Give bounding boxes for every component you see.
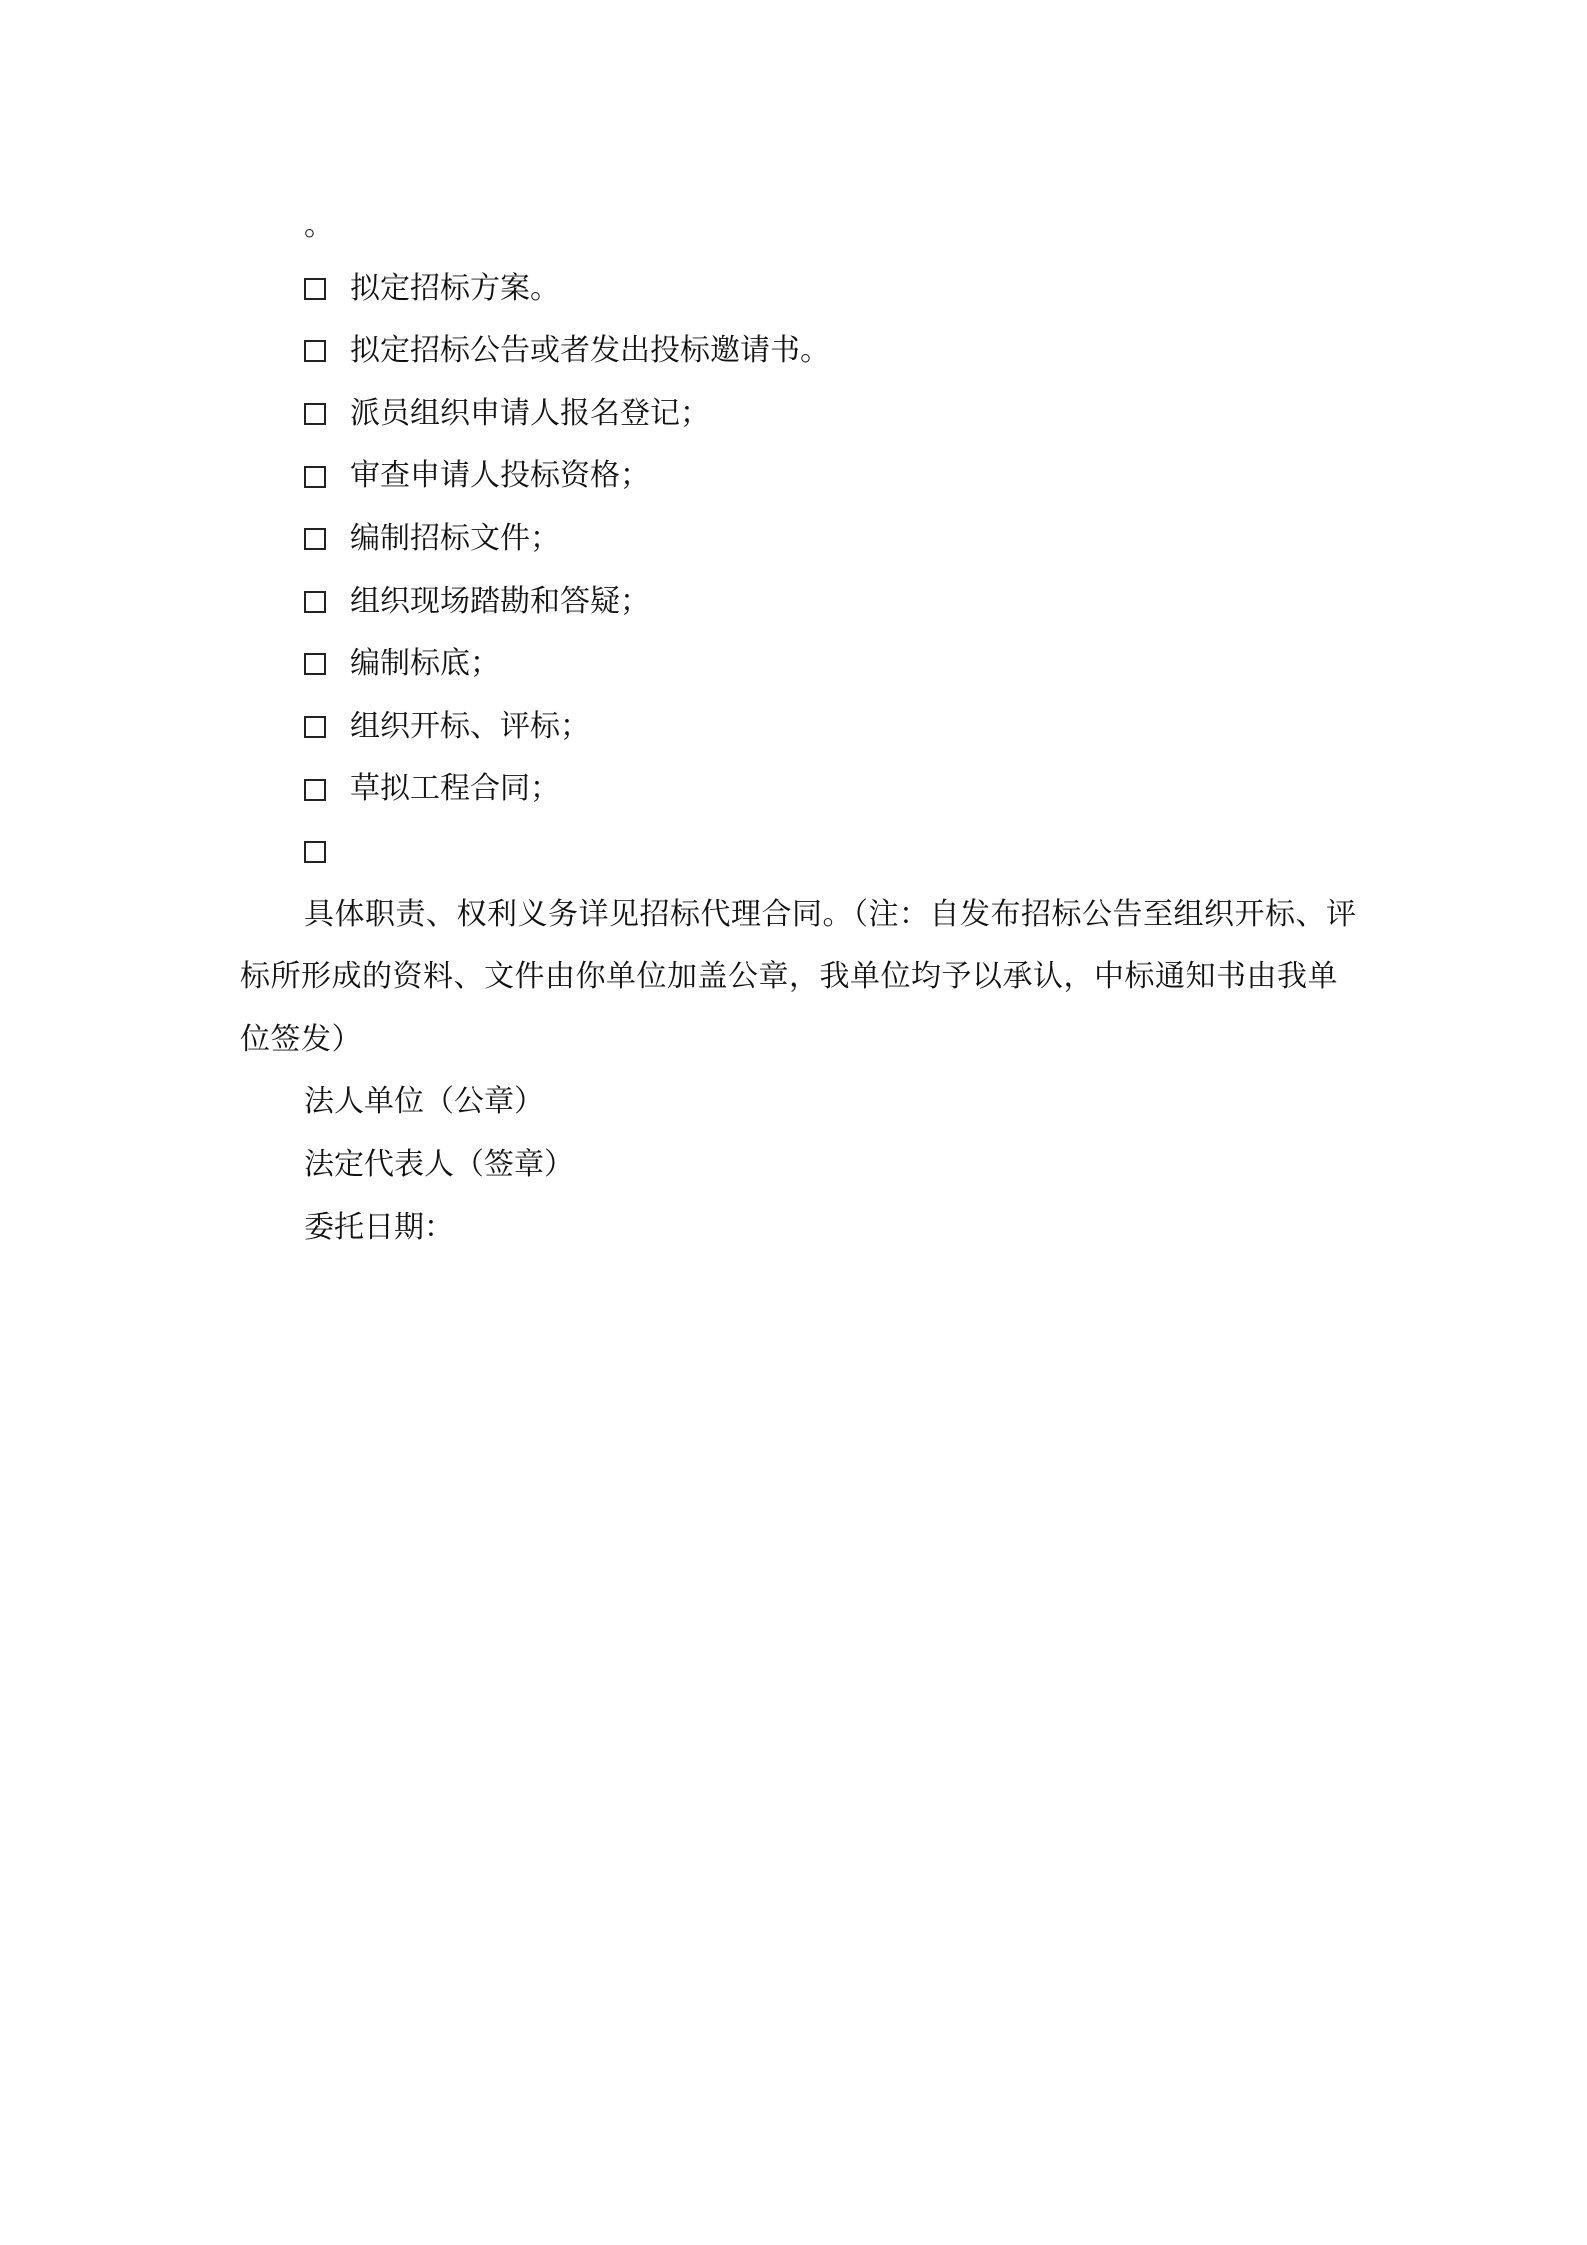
checkbox-item[interactable] (240, 258, 1360, 321)
checkbox-label: 审查申请人投标资格； (350, 458, 650, 494)
document-body (240, 195, 1360, 1259)
checkbox-label: 组织开标、评标； (350, 708, 590, 744)
checkbox-label: 拟定招标公告或者发出投标邀请书。 (350, 333, 830, 369)
commission-date-label: 委托日期： (304, 1209, 454, 1245)
legal-entity-seal-label: 法人单位（公章） (304, 1084, 544, 1120)
leading-mark: 。 (304, 208, 334, 243)
checkbox-label: 组织现场踏勘和答疑； (350, 583, 650, 619)
checkbox-item[interactable] (240, 445, 1360, 508)
checkbox-label: 派员组织申请人报名登记； (350, 395, 710, 431)
checkbox-label: 编制招标文件； (350, 520, 560, 556)
checkbox-icon[interactable] (304, 528, 326, 550)
checkbox-item-blank[interactable] (240, 821, 1360, 884)
note-paragraph: 具体职责、权利义务详见招标代理合同。（注：自发布招标公告至组织开标、评标所形成的资料、文件由你单位加盖公章，我单位均予以承认，中标通知书由我单位签发） (240, 896, 1357, 1057)
checkbox-item[interactable] (240, 696, 1360, 759)
checkbox-item[interactable] (240, 508, 1360, 571)
checkbox-item[interactable] (240, 633, 1360, 696)
checkbox-icon[interactable] (304, 841, 326, 863)
checkbox-label: 编制标底； (350, 646, 500, 682)
checkbox-icon[interactable] (304, 466, 326, 488)
checkbox-icon[interactable] (304, 779, 326, 801)
checkbox-icon[interactable] (304, 340, 326, 362)
checkbox-label: 拟定招标方案。 (350, 270, 560, 306)
checkbox-item[interactable] (240, 383, 1360, 446)
checkbox-icon[interactable] (304, 716, 326, 738)
checkbox-icon[interactable] (304, 591, 326, 613)
checkbox-item[interactable] (240, 758, 1360, 821)
checkbox-icon[interactable] (304, 403, 326, 425)
checkbox-label: 草拟工程合同； (350, 771, 560, 807)
checkbox-item[interactable] (240, 571, 1360, 634)
checkbox-icon[interactable] (304, 278, 326, 300)
checkbox-icon[interactable] (304, 653, 326, 675)
checkbox-item[interactable] (240, 320, 1360, 383)
legal-representative-signature-label: 法定代表人（签章） (304, 1146, 574, 1182)
